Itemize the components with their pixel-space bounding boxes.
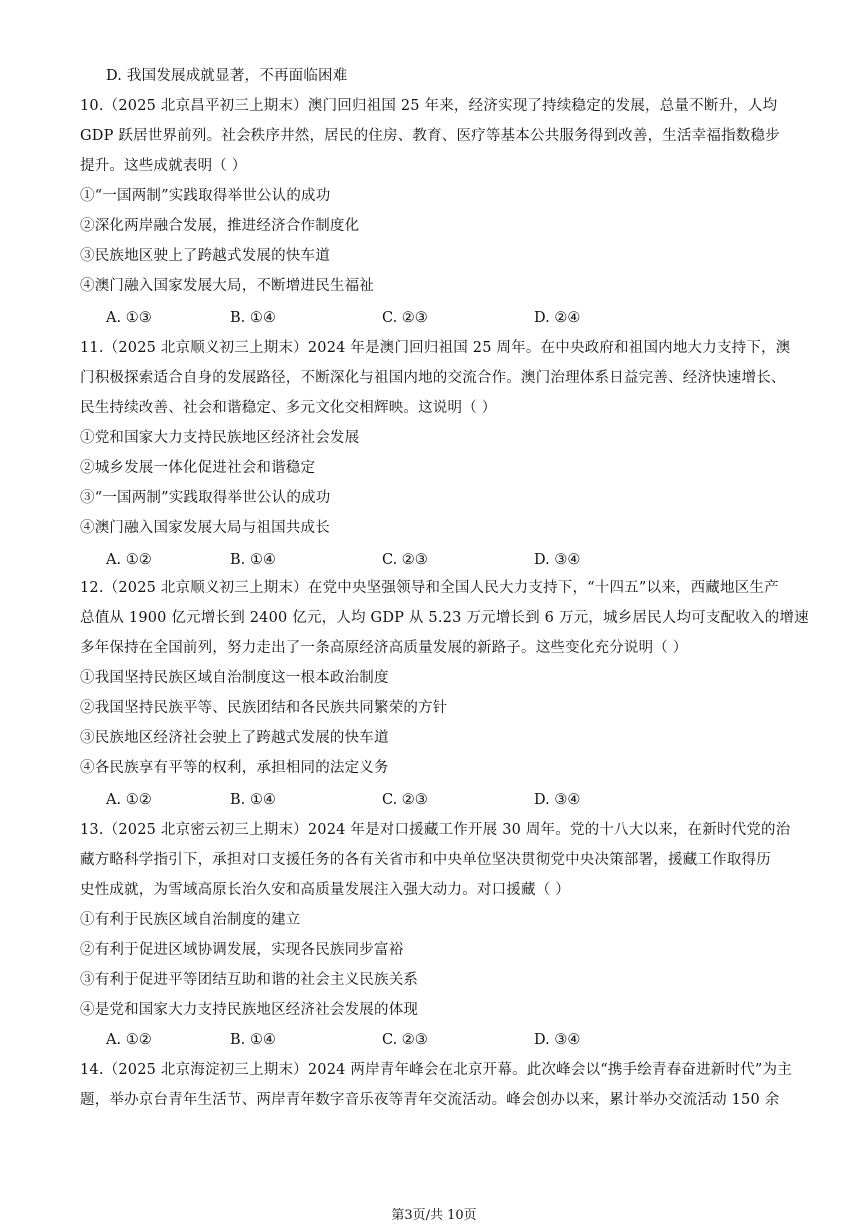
option-d: D. ②④	[534, 310, 581, 326]
question-stem-line: 12.（2025 北京顺义初三上期末）在党中央坚强领导和全国人民大力支持下，“十四五”以来，西藏地区生产	[80, 580, 779, 596]
option-b: B. ①④	[230, 792, 276, 808]
option-b: B. ①④	[230, 310, 276, 326]
option-c: C. ②③	[382, 792, 428, 808]
question-stem-line: 藏方略科学指引下，承担对口支援任务的各有关省市和中央单位坚决贯彻党中央决策部署，援藏工作取得历	[80, 852, 771, 868]
statement-4: ④澳门融入国家发展大局，不断增进民生福祉	[80, 278, 374, 294]
option-d: D. ③④	[534, 792, 581, 808]
question-stem-line: 题，举办京台青年生活节、两岸青年数字音乐夜等青年交流活动。峰会创办以来，累计举办交流活动 150 余	[80, 1092, 780, 1108]
statement-3: ③有利于促进平等团结互助和谐的社会主义民族关系	[80, 972, 419, 988]
statement-3: ③“一国两制”实践取得举世公认的成功	[80, 490, 331, 506]
question-stem-line: 多年保持在全国前列，努力走出了一条高原经济高质量发展的新路子。这些变化充分说明（ ）	[80, 640, 688, 656]
question-stem-line: 13.（2025 北京密云初三上期末）2024 年是对口援藏工作开展 30 周年。党的十八大以来，在新时代党的治	[80, 822, 791, 838]
question-stem-line: 提升。这些成就表明（ ）	[80, 158, 247, 174]
statement-1: ①“一国两制”实践取得举世公认的成功	[80, 188, 331, 204]
statement-2: ②我国坚持民族平等、民族团结和各民族共同繁荣的方针	[80, 700, 448, 716]
option-d: D. ③④	[534, 1032, 581, 1048]
option-a: A. ①②	[106, 552, 152, 568]
question-stem-line: 11.（2025 北京顺义初三上期末）2024 年是澳门回归祖国 25 周年。在中央政府和祖国内地大力支持下，澳	[80, 340, 791, 356]
question-stem-line: 门积极探索适合自身的发展路径，不断深化与祖国内地的交流合作。澳门治理体系日益完善、经济快速增长、	[80, 370, 786, 386]
question-stem-line: 10.（2025 北京昌平初三上期末）澳门回归祖国 25 年来，经济实现了持续稳定的发展，总量不断升，人均	[80, 98, 778, 114]
statement-4: ④各民族享有平等的权利，承担相同的法定义务	[80, 760, 389, 776]
statement-1: ①有利于民族区域自治制度的建立	[80, 912, 301, 928]
question-stem-line: 14.（2025 北京海淀初三上期末）2024 两岸青年峰会在北京开幕。此次峰会以“携手绘青春奋进新时代”为主	[80, 1062, 792, 1078]
statement-2: ②深化两岸融合发展，推进经济合作制度化	[80, 218, 360, 234]
option-b: B. ①④	[230, 1032, 276, 1048]
option-c: C. ②③	[382, 552, 428, 568]
statement-1: ①我国坚持民族区域自治制度这一根本政治制度	[80, 670, 389, 686]
statement-3: ③民族地区经济社会驶上了跨越式发展的快车道	[80, 730, 389, 746]
option-a: A. ①②	[106, 1032, 152, 1048]
prev-question-option-d: D. 我国发展成就显著，不再面临困难	[106, 68, 348, 84]
statement-1: ①党和国家大力支持民族地区经济社会发展	[80, 430, 360, 446]
statement-2: ②有利于促进区域协调发展，实现各民族同步富裕	[80, 942, 404, 958]
statement-3: ③民族地区驶上了跨越式发展的快车道	[80, 248, 330, 264]
option-c: C. ②③	[382, 1032, 428, 1048]
option-d: D. ③④	[534, 552, 581, 568]
question-stem-line: 总值从 1900 亿元增长到 2400 亿元，人均 GDP 从 5.23 万元增长到 6 万元，城乡居民人均可支配收入的增速	[80, 610, 809, 626]
question-stem-line: GDP 跃居世界前列。社会秩序井然，居民的住房、教育、医疗等基本公共服务得到改善，生活幸福指数稳步	[80, 128, 780, 144]
option-c: C. ②③	[382, 310, 428, 326]
option-a: A. ①③	[106, 310, 152, 326]
question-stem-line: 民生持续改善、社会和谐稳定、多元文化交相辉映。这说明（ ）	[80, 400, 497, 416]
page-number-footer: 第3页/共 10页	[391, 1208, 477, 1223]
question-stem-line: 史性成就，为雪域高原长治久安和高质量发展注入强大动力。对口援藏（ ）	[80, 882, 570, 898]
statement-4: ④澳门融入国家发展大局与祖国共成长	[80, 520, 330, 536]
statement-2: ②城乡发展一体化促进社会和谐稳定	[80, 460, 316, 476]
statement-4: ④是党和国家大力支持民族地区经济社会发展的体现	[80, 1002, 419, 1018]
option-b: B. ①④	[230, 552, 276, 568]
option-a: A. ①②	[106, 792, 152, 808]
